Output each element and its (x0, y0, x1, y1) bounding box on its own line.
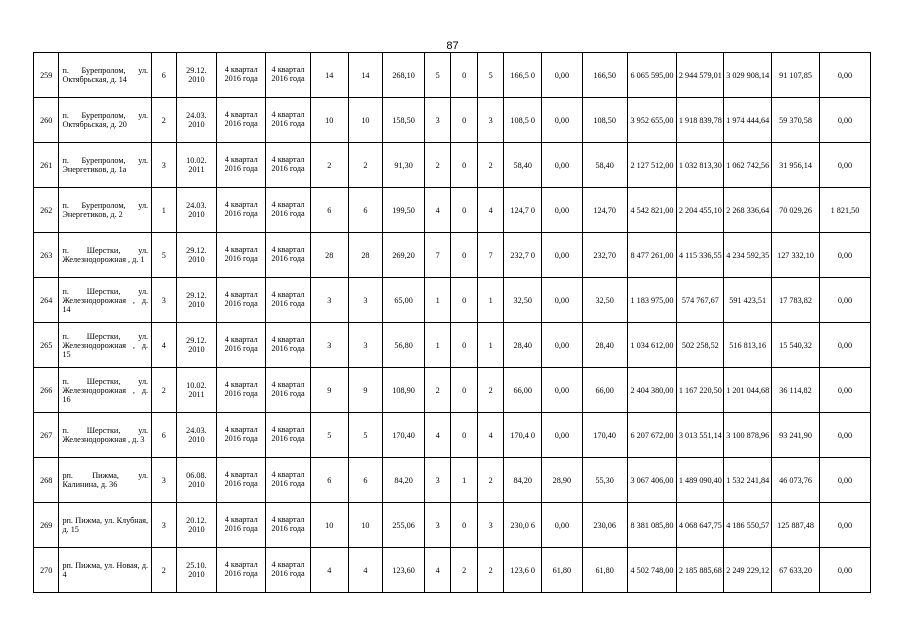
table-cell-c18: 1 062 742,56 (724, 143, 772, 188)
table-row (34, 188, 871, 233)
table-cell-c14: 0,00 (542, 278, 583, 323)
table-cell-c17: 1 032 813,30 (677, 143, 724, 188)
table-cell-date: 06.08. 2010 (176, 458, 217, 503)
table-cell-c10: 1 (424, 278, 450, 323)
table-cell-c3: 3 (152, 503, 176, 548)
table-cell-c20: 0,00 (819, 53, 870, 98)
table-cell-c15: 108,50 (582, 98, 627, 143)
table-cell-c20: 0,00 (819, 323, 870, 368)
table-cell-c13: 28,40 (504, 323, 542, 368)
table-cell-address: п. Шерстки, ул. Железнодорожная , д. 3 (59, 413, 152, 458)
table-cell-c8: 14 (348, 53, 383, 98)
table-cell-c13: 108,5 0 (504, 98, 542, 143)
table-cell-n: 261 (34, 143, 59, 188)
table-cell-c11: 0 (451, 143, 477, 188)
table-cell-c17: 502 258,52 (677, 323, 724, 368)
table-cell-c8: 2 (348, 143, 383, 188)
table-cell-c12: 2 (477, 368, 503, 413)
table-cell-c9: 108,90 (383, 368, 425, 413)
table-cell-c9: 199,50 (383, 188, 425, 233)
table-cell-q1: 4 квартал 2016 года (217, 53, 266, 98)
table-cell-c7: 10 (310, 503, 348, 548)
table-cell-c16: 4 542 821,00 (627, 188, 677, 233)
table-cell-c13: 123,6 0 (504, 548, 542, 593)
table-cell-c12: 4 (477, 413, 503, 458)
table-cell-c9: 269,20 (383, 233, 425, 278)
table-cell-address: рп. Пижма, ул. Калинина, д. 36 (59, 458, 152, 503)
table-cell-c20: 0,00 (819, 458, 870, 503)
table-cell-c15: 61,80 (582, 548, 627, 593)
table-cell-c16: 6 065 595,00 (627, 53, 677, 98)
table-cell-c10: 5 (424, 53, 450, 98)
table-cell-c9: 84,20 (383, 458, 425, 503)
table-cell-q1: 4 квартал 2016 года (217, 188, 266, 233)
table-cell-q1: 4 квартал 2016 года (217, 323, 266, 368)
table-cell-c7: 9 (310, 368, 348, 413)
table-cell-c10: 1 (424, 323, 450, 368)
table-cell-c13: 166,5 0 (504, 53, 542, 98)
table-cell-n: 266 (34, 368, 59, 413)
table-cell-c3: 1 (152, 188, 176, 233)
table-cell-c17: 1 167 220,50 (677, 368, 724, 413)
table-cell-date: 24.03. 2010 (176, 98, 217, 143)
table-cell-c7: 6 (310, 188, 348, 233)
table-cell-c12: 3 (477, 503, 503, 548)
table-cell-c15: 170,40 (582, 413, 627, 458)
table-cell-n: 267 (34, 413, 59, 458)
table-cell-c12: 1 (477, 323, 503, 368)
table-cell-n: 265 (34, 323, 59, 368)
table-cell-c9: 56,80 (383, 323, 425, 368)
table-cell-address: п. Шерстки, ул. Железнодорожная , д. 14 (59, 278, 152, 323)
table-cell-c7: 5 (310, 413, 348, 458)
table-cell-address: п. Бурепролом, ул. Энергетиков, д. 1а (59, 143, 152, 188)
table-cell-c9: 91,30 (383, 143, 425, 188)
table-cell-q1: 4 квартал 2016 года (217, 368, 266, 413)
table-cell-c13: 66,00 (504, 368, 542, 413)
table-cell-c10: 4 (424, 188, 450, 233)
table-cell-c14: 0,00 (542, 53, 583, 98)
table-cell-n: 269 (34, 503, 59, 548)
table-cell-c15: 124,70 (582, 188, 627, 233)
table-cell-c13: 84,20 (504, 458, 542, 503)
table-cell-date: 29.12. 2010 (176, 233, 217, 278)
table-cell-c12: 1 (477, 278, 503, 323)
table-cell-q2: 4 квартал 2016 года (266, 323, 311, 368)
table-cell-c14: 0,00 (542, 98, 583, 143)
table-cell-c18: 3 029 908,14 (724, 53, 772, 98)
table-cell-c16: 2 404 380,00 (627, 368, 677, 413)
table-cell-c8: 28 (348, 233, 383, 278)
table-cell-c11: 0 (451, 323, 477, 368)
table-row (34, 53, 871, 98)
table-cell-c9: 158,50 (383, 98, 425, 143)
table-cell-c18: 1 532 241,84 (724, 458, 772, 503)
table-cell-c12: 2 (477, 143, 503, 188)
table-cell-c16: 2 127 512,00 (627, 143, 677, 188)
table-cell-q2: 4 квартал 2016 года (266, 503, 311, 548)
table-cell-c9: 170,40 (383, 413, 425, 458)
table-cell-c11: 0 (451, 188, 477, 233)
table-cell-c10: 3 (424, 458, 450, 503)
table-cell-c9: 255,06 (383, 503, 425, 548)
table-cell-c19: 31 956,14 (772, 143, 820, 188)
page-number: 87 (446, 40, 459, 52)
table-cell-c7: 4 (310, 548, 348, 593)
table-cell-c9: 268,10 (383, 53, 425, 98)
table-cell-c20: 0,00 (819, 143, 870, 188)
table-cell-c3: 3 (152, 143, 176, 188)
table-cell-c16: 8 381 085,80 (627, 503, 677, 548)
table-cell-c19: 36 114,82 (772, 368, 820, 413)
table-cell-c10: 2 (424, 143, 450, 188)
table-cell-n: 259 (34, 53, 59, 98)
table-cell-c7: 3 (310, 278, 348, 323)
table-cell-q1: 4 квартал 2016 года (217, 503, 266, 548)
table-cell-c8: 4 (348, 548, 383, 593)
table-cell-q2: 4 квартал 2016 года (266, 413, 311, 458)
table-cell-c10: 3 (424, 503, 450, 548)
table-cell-c13: 230,0 6 (504, 503, 542, 548)
table-cell-c14: 0,00 (542, 188, 583, 233)
table-cell-c11: 0 (451, 503, 477, 548)
table-cell-c18: 4 186 550,57 (724, 503, 772, 548)
table-cell-c16: 1 034 612,00 (627, 323, 677, 368)
table-row (34, 98, 871, 143)
table-cell-c19: 59 370,58 (772, 98, 820, 143)
table-cell-q1: 4 квартал 2016 года (217, 233, 266, 278)
table-cell-c3: 4 (152, 323, 176, 368)
table-cell-c20: 0,00 (819, 98, 870, 143)
table-cell-c3: 3 (152, 278, 176, 323)
table-cell-c20: 0,00 (819, 368, 870, 413)
table-cell-c12: 5 (477, 53, 503, 98)
table-row (34, 143, 871, 188)
table-cell-date: 24.03. 2010 (176, 413, 217, 458)
table-cell-c17: 2 944 579,01 (677, 53, 724, 98)
table-cell-c19: 15 540,32 (772, 323, 820, 368)
table-cell-c12: 4 (477, 188, 503, 233)
table-cell-c18: 591 423,51 (724, 278, 772, 323)
table-cell-q2: 4 квартал 2016 года (266, 278, 311, 323)
table-cell-c12: 2 (477, 548, 503, 593)
table-cell-c17: 3 013 551,14 (677, 413, 724, 458)
table-cell-c15: 230,06 (582, 503, 627, 548)
table-cell-c15: 28,40 (582, 323, 627, 368)
table-cell-c14: 0,00 (542, 233, 583, 278)
table-cell-c19: 91 107,85 (772, 53, 820, 98)
table-cell-c15: 55,30 (582, 458, 627, 503)
table-cell-c18: 2 268 336,64 (724, 188, 772, 233)
table-cell-address: рп. Пижма, ул. Клубная, д. 15 (59, 503, 152, 548)
table-cell-c11: 0 (451, 368, 477, 413)
table-cell-q1: 4 квартал 2016 года (217, 413, 266, 458)
table-row (34, 233, 871, 278)
table-row (34, 413, 871, 458)
table-cell-address: п. Шерстки, ул. Железнодорожная , д. 1 (59, 233, 152, 278)
table-cell-c9: 65,00 (383, 278, 425, 323)
table-cell-c3: 6 (152, 413, 176, 458)
table-cell-c7: 6 (310, 458, 348, 503)
table-cell-c11: 0 (451, 53, 477, 98)
table-cell-c8: 3 (348, 323, 383, 368)
table-cell-c14: 28,90 (542, 458, 583, 503)
table-cell-c15: 32,50 (582, 278, 627, 323)
table-cell-c18: 3 100 878,96 (724, 413, 772, 458)
table-cell-c11: 0 (451, 413, 477, 458)
table-cell-date: 20.12. 2010 (176, 503, 217, 548)
table-cell-c10: 4 (424, 548, 450, 593)
table-cell-c17: 2 185 885,68 (677, 548, 724, 593)
table-cell-c14: 0,00 (542, 368, 583, 413)
table-cell-c16: 6 207 672,00 (627, 413, 677, 458)
table-cell-date: 29.12. 2010 (176, 53, 217, 98)
table-row (34, 503, 871, 548)
table-cell-q2: 4 квартал 2016 года (266, 188, 311, 233)
table-cell-q2: 4 квартал 2016 года (266, 368, 311, 413)
table-cell-c11: 0 (451, 98, 477, 143)
table-cell-c17: 2 204 455,10 (677, 188, 724, 233)
table-cell-address: рп. Пижма, ул. Новая, д. 4 (59, 548, 152, 593)
housing-table (33, 52, 871, 593)
table-cell-c13: 124,7 0 (504, 188, 542, 233)
table-cell-c17: 574 767,67 (677, 278, 724, 323)
table-cell-n: 263 (34, 233, 59, 278)
table-row (34, 548, 871, 593)
table-cell-c7: 10 (310, 98, 348, 143)
table-cell-c17: 1 918 839,78 (677, 98, 724, 143)
table-row (34, 278, 871, 323)
table-cell-c18: 1 974 444,64 (724, 98, 772, 143)
table-cell-c16: 8 477 261,00 (627, 233, 677, 278)
table-cell-c16: 4 502 748,00 (627, 548, 677, 593)
table-cell-c20: 1 821,50 (819, 188, 870, 233)
table-cell-c16: 1 183 975,00 (627, 278, 677, 323)
table-cell-c15: 58,40 (582, 143, 627, 188)
table-cell-c8: 6 (348, 188, 383, 233)
table-cell-c20: 0,00 (819, 503, 870, 548)
table-cell-c14: 0,00 (542, 323, 583, 368)
table-cell-c20: 0,00 (819, 278, 870, 323)
table-body (34, 53, 871, 593)
table-cell-address: п. Шерстки, ул. Железнодорожная , д. 15 (59, 323, 152, 368)
table-cell-n: 260 (34, 98, 59, 143)
table-cell-c15: 232,70 (582, 233, 627, 278)
table-cell-c3: 6 (152, 53, 176, 98)
table-cell-c19: 67 633,20 (772, 548, 820, 593)
table-cell-c12: 7 (477, 233, 503, 278)
table-cell-c19: 17 783,82 (772, 278, 820, 323)
table-cell-c18: 4 234 592,35 (724, 233, 772, 278)
table-cell-c8: 10 (348, 503, 383, 548)
table-cell-address: п. Бурепролом, ул. Энергетиков, д. 2 (59, 188, 152, 233)
table-cell-c19: 46 073,76 (772, 458, 820, 503)
table-cell-c10: 2 (424, 368, 450, 413)
table-cell-q2: 4 квартал 2016 года (266, 143, 311, 188)
table-cell-q1: 4 квартал 2016 года (217, 143, 266, 188)
table-cell-c8: 6 (348, 458, 383, 503)
table-cell-date: 29.12. 2010 (176, 323, 217, 368)
table-cell-c11: 2 (451, 548, 477, 593)
table-cell-c13: 32,50 (504, 278, 542, 323)
table-cell-c17: 4 115 336,55 (677, 233, 724, 278)
table-cell-c10: 3 (424, 98, 450, 143)
table-cell-c11: 0 (451, 233, 477, 278)
table-cell-c13: 170,4 0 (504, 413, 542, 458)
table-cell-c20: 0,00 (819, 548, 870, 593)
table-cell-q2: 4 квартал 2016 года (266, 98, 311, 143)
table-row (34, 323, 871, 368)
table-cell-c18: 516 813,16 (724, 323, 772, 368)
table-cell-date: 24.03. 2010 (176, 188, 217, 233)
table-row (34, 458, 871, 503)
table-cell-c19: 125 887,48 (772, 503, 820, 548)
table-cell-n: 262 (34, 188, 59, 233)
table-cell-c8: 9 (348, 368, 383, 413)
table-cell-q2: 4 квартал 2016 года (266, 458, 311, 503)
table-cell-n: 270 (34, 548, 59, 593)
table-cell-date: 10.02. 2011 (176, 368, 217, 413)
table-row (34, 368, 871, 413)
table-cell-c20: 0,00 (819, 413, 870, 458)
table-cell-c8: 10 (348, 98, 383, 143)
table-cell-c18: 2 249 229,12 (724, 548, 772, 593)
table-cell-c13: 58,40 (504, 143, 542, 188)
table-cell-date: 25.10. 2010 (176, 548, 217, 593)
table-cell-q2: 4 квартал 2016 года (266, 548, 311, 593)
table-cell-c14: 0,00 (542, 143, 583, 188)
table-cell-c11: 0 (451, 278, 477, 323)
table-cell-c15: 66,00 (582, 368, 627, 413)
table-cell-c14: 0,00 (542, 503, 583, 548)
table-cell-date: 29.12. 2010 (176, 278, 217, 323)
table-cell-address: п. Бурепролом, ул. Октябрьская, д. 14 (59, 53, 152, 98)
table-cell-c19: 127 332,10 (772, 233, 820, 278)
table-cell-q1: 4 квартал 2016 года (217, 458, 266, 503)
table-cell-q1: 4 квартал 2016 года (217, 98, 266, 143)
table-cell-c19: 93 241,90 (772, 413, 820, 458)
table-cell-c12: 2 (477, 458, 503, 503)
table-cell-c3: 2 (152, 548, 176, 593)
table-cell-c7: 2 (310, 143, 348, 188)
table-cell-q2: 4 квартал 2016 года (266, 233, 311, 278)
table-cell-c7: 14 (310, 53, 348, 98)
table-cell-n: 268 (34, 458, 59, 503)
table-cell-c7: 28 (310, 233, 348, 278)
table-cell-q1: 4 квартал 2016 года (217, 548, 266, 593)
table-cell-c7: 3 (310, 323, 348, 368)
table-cell-c17: 1 489 090,40 (677, 458, 724, 503)
table-cell-c10: 4 (424, 413, 450, 458)
table-cell-q2: 4 квартал 2016 года (266, 53, 311, 98)
table-cell-c14: 61,80 (542, 548, 583, 593)
table-cell-c8: 3 (348, 278, 383, 323)
table-cell-c20: 0,00 (819, 233, 870, 278)
table-cell-c13: 232,7 0 (504, 233, 542, 278)
table-cell-date: 10.02. 2011 (176, 143, 217, 188)
table-cell-address: п. Бурепролом, ул. Октябрьская, д. 20 (59, 98, 152, 143)
table-cell-q1: 4 квартал 2016 года (217, 278, 266, 323)
table-cell-c3: 3 (152, 458, 176, 503)
table-cell-n: 264 (34, 278, 59, 323)
table-cell-c15: 166,50 (582, 53, 627, 98)
table-cell-c16: 3 067 406,00 (627, 458, 677, 503)
table-cell-c9: 123,60 (383, 548, 425, 593)
table-cell-c18: 1 201 044,68 (724, 368, 772, 413)
table-cell-c19: 70 029,26 (772, 188, 820, 233)
table-cell-c11: 1 (451, 458, 477, 503)
table-cell-c8: 5 (348, 413, 383, 458)
table-cell-c12: 3 (477, 98, 503, 143)
table-cell-c10: 7 (424, 233, 450, 278)
table-cell-c3: 2 (152, 98, 176, 143)
table-cell-c14: 0,00 (542, 413, 583, 458)
table-cell-address: п. Шерстки, ул. Железнодорожная , д. 16 (59, 368, 152, 413)
table-cell-c16: 3 952 655,00 (627, 98, 677, 143)
table-cell-c17: 4 068 647,75 (677, 503, 724, 548)
table-cell-c3: 5 (152, 233, 176, 278)
table-cell-c3: 2 (152, 368, 176, 413)
